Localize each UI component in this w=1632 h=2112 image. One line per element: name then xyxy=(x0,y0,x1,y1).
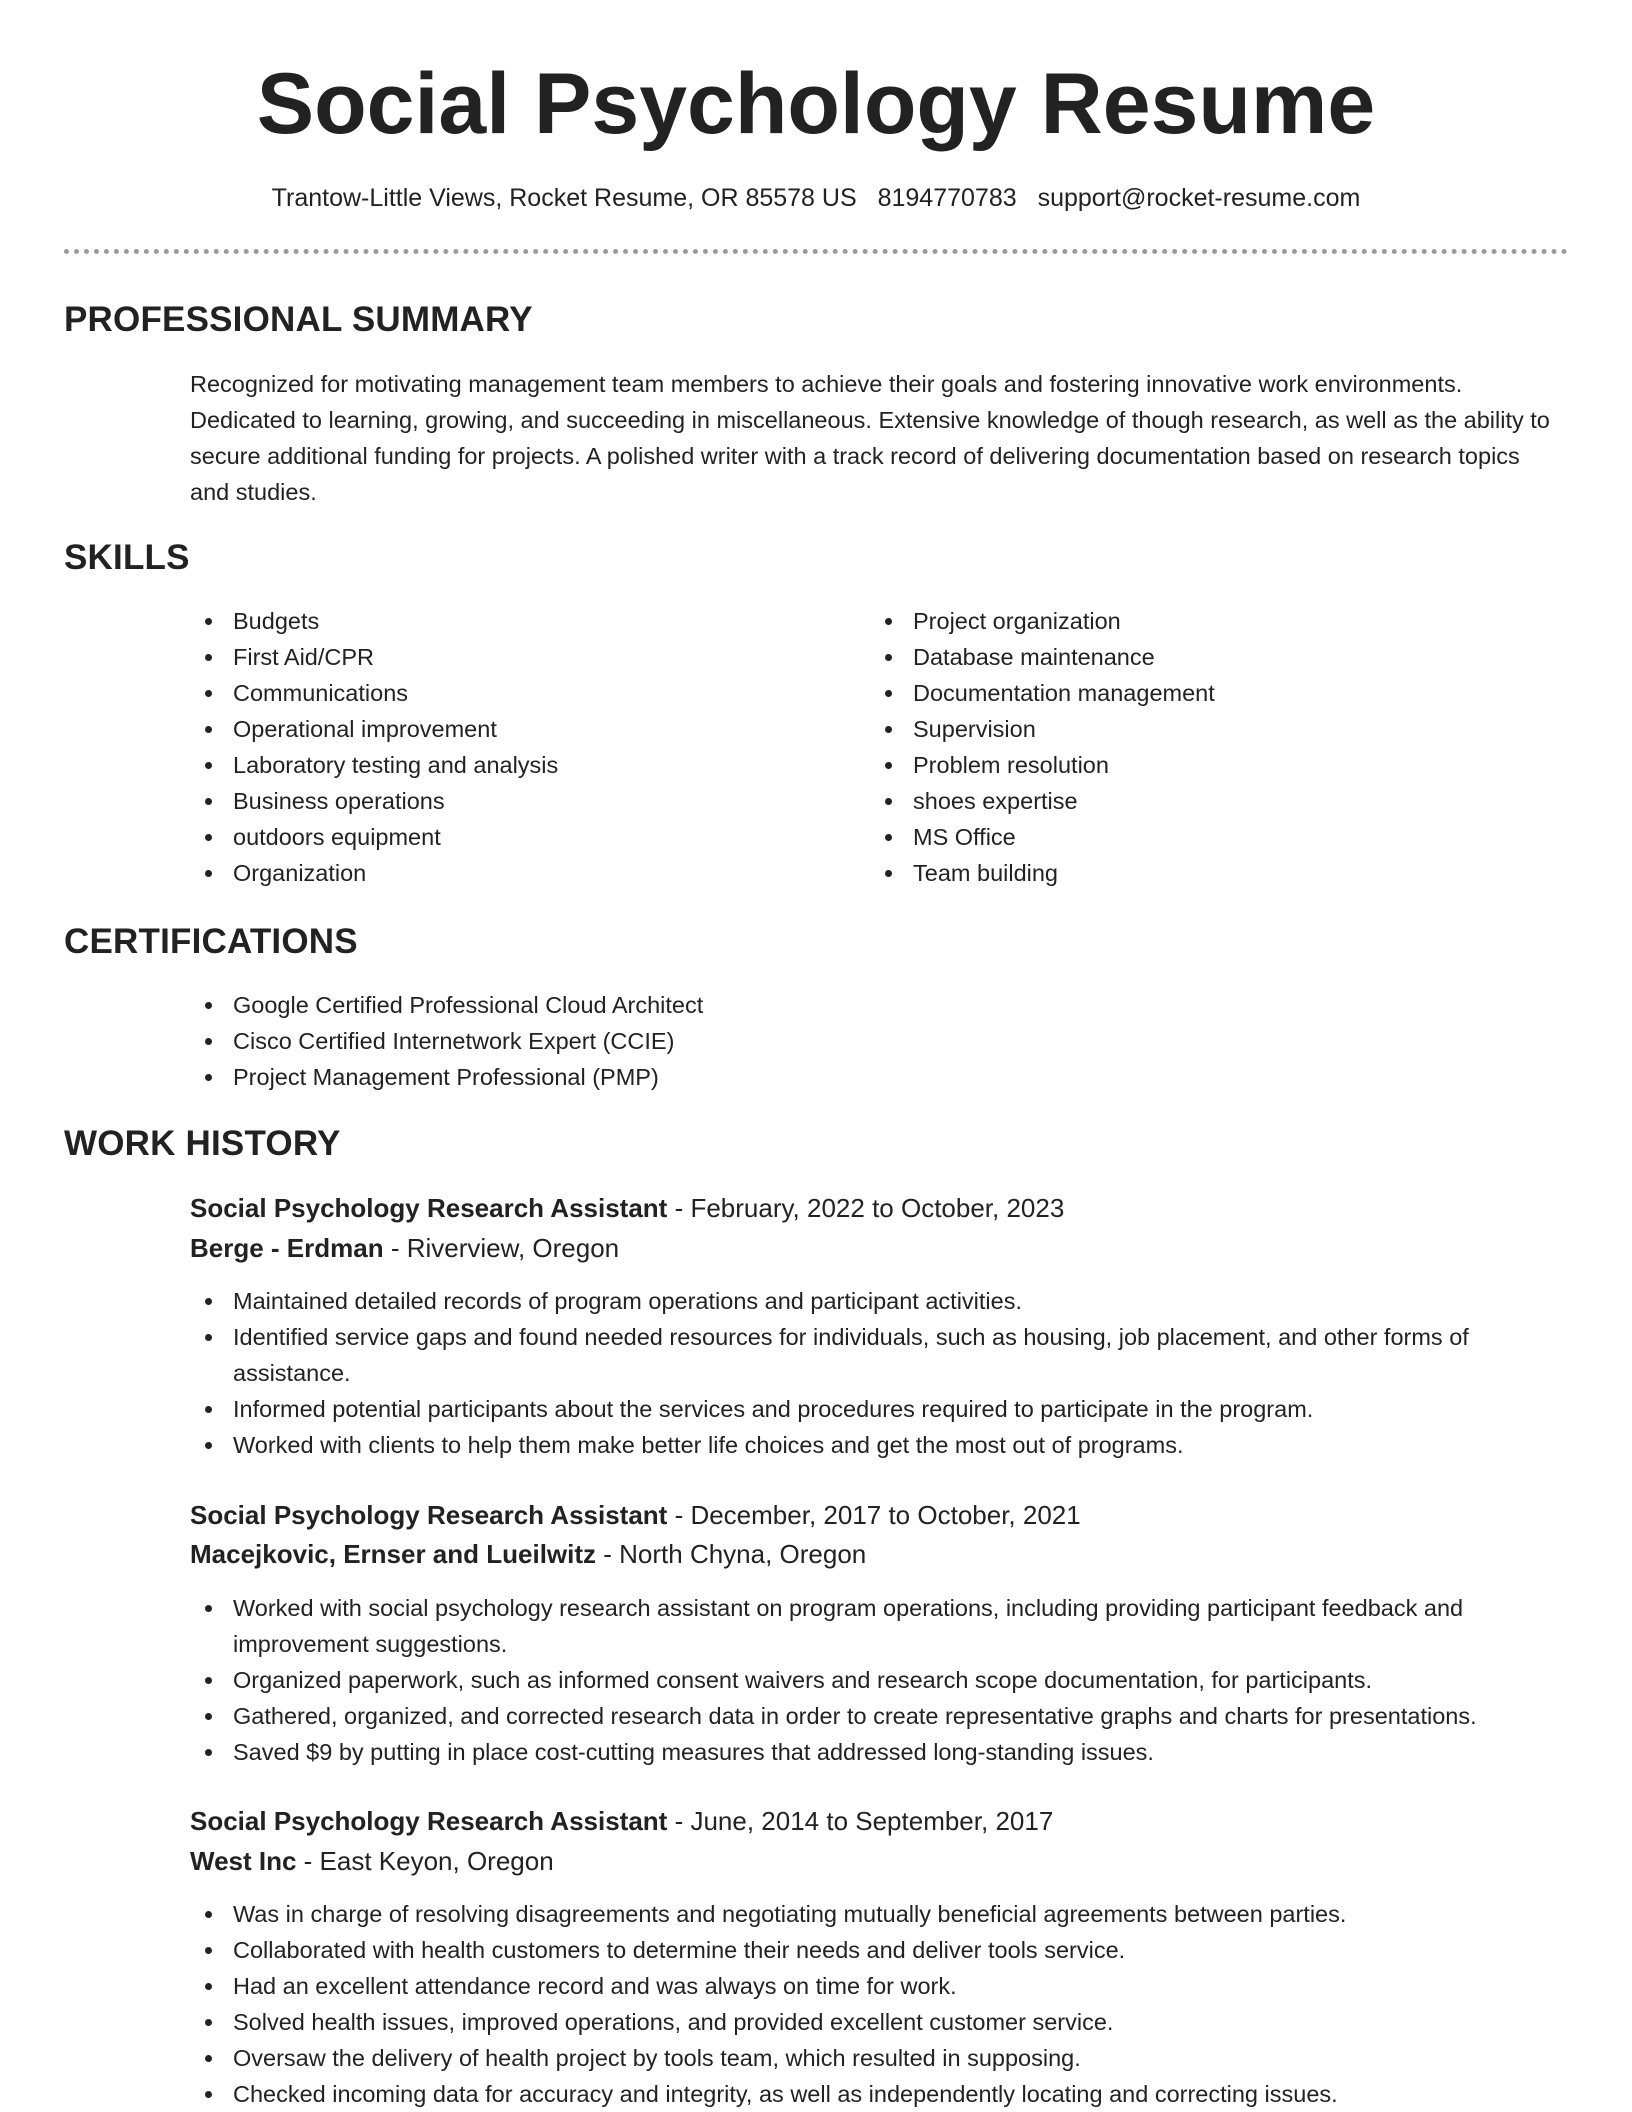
skill-item: Operational improvement xyxy=(190,711,830,747)
job-title-line xyxy=(190,1496,1550,1534)
job-bullet: Oversaw the delivery of health project by tools team, which resulted in supposing. xyxy=(190,2040,1552,2076)
job-bullet: Worked with clients to help them make better life choices and get the most out of programs. xyxy=(190,1427,1552,1463)
contact-phone: 8194770783 xyxy=(877,184,1017,212)
job-title: Social Psychology Research Assistant xyxy=(190,1193,668,1223)
skill-item: Project organization xyxy=(870,603,1550,639)
skill-item: Budgets xyxy=(190,603,830,639)
job-location: - North Chyna, Oregon xyxy=(596,1539,867,1569)
skills-list-right xyxy=(870,603,1550,891)
skill-item: shoes expertise xyxy=(870,783,1550,819)
certification-item: Project Management Professional (PMP) xyxy=(190,1059,1550,1095)
section-title-skills: SKILLS xyxy=(64,538,190,577)
job-bullets xyxy=(190,1896,1552,2112)
job-bullet: Checked incoming data for accuracy and integrity, as well as independently locating and correcting issues. xyxy=(190,2076,1552,2112)
skills-list-left xyxy=(190,603,830,891)
skill-item: outdoors equipment xyxy=(190,819,830,855)
resume-title: Social Psychology Resume xyxy=(256,56,1376,152)
job-title-line xyxy=(190,1802,1550,1840)
job-title: Social Psychology Research Assistant xyxy=(190,1806,668,1836)
job-bullet: Maintained detailed records of program operations and participant activities. xyxy=(190,1283,1552,1319)
job-bullet: Solved health issues, improved operations, and provided excellent customer service. xyxy=(190,2004,1552,2040)
section-title-work-history: WORK HISTORY xyxy=(64,1124,341,1163)
skill-item: Organization xyxy=(190,855,830,891)
job-company-line xyxy=(190,1842,1550,1880)
job-bullet: Identified service gaps and found needed resources for individuals, such as housing, job placement, and other forms of assistance. xyxy=(190,1319,1552,1391)
summary-text: Recognized for motivating management team members to achieve their goals and fostering innovative work environments. Dedicated to learning, growing, and succeeding in miscellaneous. Extensive knowledge of though research, as well as the ability to secure additional funding for projects. A polished writer with a track record of delivering documentation based on research topics and studies. xyxy=(190,371,1550,505)
job-company-line xyxy=(190,1229,1550,1267)
skill-item: Database maintenance xyxy=(870,639,1550,675)
skill-item: Problem resolution xyxy=(870,747,1550,783)
job-company-line xyxy=(190,1535,1550,1573)
skill-item: Laboratory testing and analysis xyxy=(190,747,830,783)
job-dates: - February, 2022 to October, 2023 xyxy=(667,1193,1065,1223)
job-location: - Riverview, Oregon xyxy=(383,1233,620,1263)
job-bullet: Informed potential participants about the services and procedures required to participate in the program. xyxy=(190,1391,1552,1427)
job-company: Macejkovic, Ernser and Lueilwitz xyxy=(190,1539,597,1569)
skill-item: Documentation management xyxy=(870,675,1550,711)
job-bullets xyxy=(190,1590,1552,1770)
skill-item: Business operations xyxy=(190,783,830,819)
job-bullets xyxy=(190,1283,1552,1463)
section-title-summary: PROFESSIONAL SUMMARY xyxy=(64,300,533,339)
job-bullet: Worked with social psychology research assistant on program operations, including providing participant feedback and improvement suggestions. xyxy=(190,1590,1552,1662)
job-dates: - June, 2014 to September, 2017 xyxy=(667,1806,1054,1836)
job-company: West Inc xyxy=(190,1846,297,1876)
job-company: Berge - Erdman xyxy=(190,1233,384,1263)
job-bullet: Gathered, organized, and corrected research data in order to create representative graphs and charts for presentations. xyxy=(190,1698,1552,1734)
job-bullet: Collaborated with health customers to determine their needs and deliver tools service. xyxy=(190,1932,1552,1968)
header-divider xyxy=(64,249,1568,254)
skill-item: Supervision xyxy=(870,711,1550,747)
job-bullet: Organized paperwork, such as informed consent waivers and research scope documentation, for participants. xyxy=(190,1662,1552,1698)
job-bullet: Was in charge of resolving disagreements and negotiating mutually beneficial agreements between parties. xyxy=(190,1896,1552,1932)
job-title: Social Psychology Research Assistant xyxy=(190,1500,668,1530)
section-title-certifications: CERTIFICATIONS xyxy=(64,922,358,961)
skill-item: Team building xyxy=(870,855,1550,891)
contact-address: Trantow-Little Views, Rocket Resume, OR 85578 US xyxy=(271,184,857,212)
job-title-line xyxy=(190,1189,1550,1227)
certification-item: Cisco Certified Internetwork Expert (CCIE) xyxy=(190,1023,1550,1059)
job-dates: - December, 2017 to October, 2021 xyxy=(667,1500,1081,1530)
contact-email: support@rocket-resume.com xyxy=(1037,184,1361,212)
skill-item: First Aid/CPR xyxy=(190,639,830,675)
certifications-list xyxy=(190,987,1550,1095)
contact-line xyxy=(0,180,1632,216)
job-bullet: Saved $9 by putting in place cost-cutting measures that addressed long-standing issues. xyxy=(190,1734,1552,1770)
skill-item: Communications xyxy=(190,675,830,711)
certification-item: Google Certified Professional Cloud Architect xyxy=(190,987,1550,1023)
job-location: - East Keyon, Oregon xyxy=(296,1846,554,1876)
skill-item: MS Office xyxy=(870,819,1550,855)
job-bullet: Had an excellent attendance record and was always on time for work. xyxy=(190,1968,1552,2004)
